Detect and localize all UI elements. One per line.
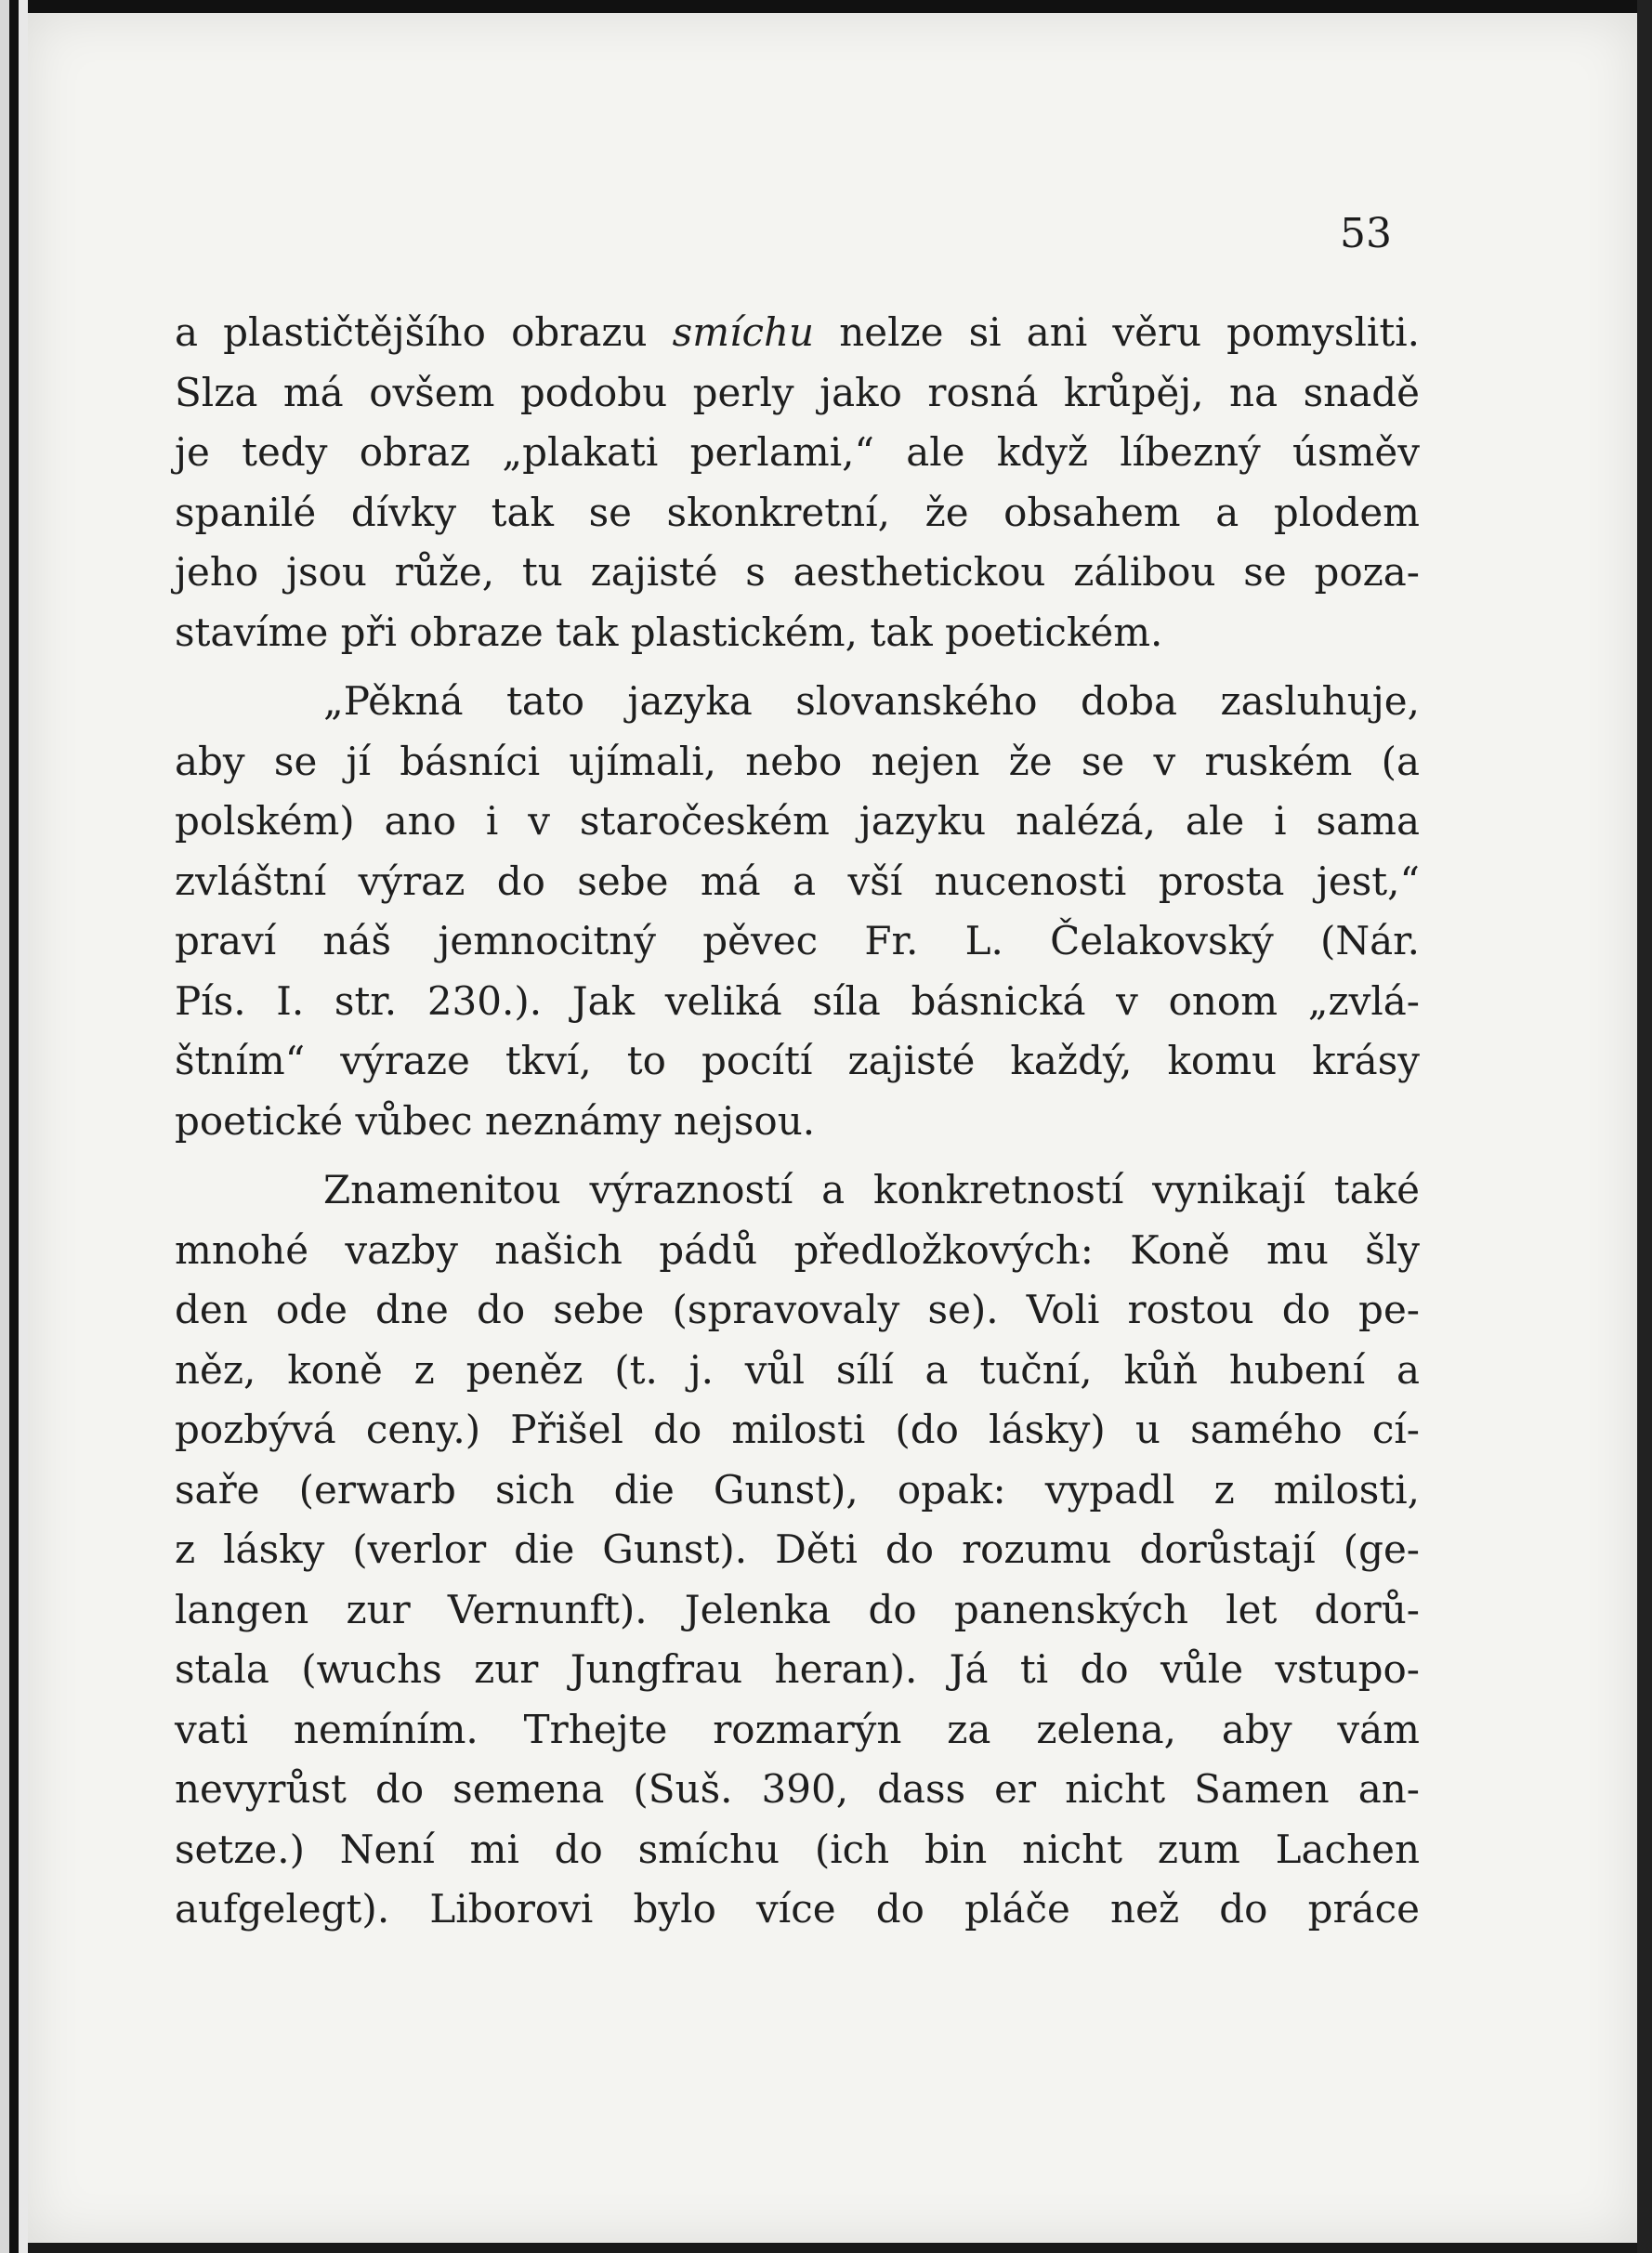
- text-line: saře (erwarb sich die Gunst), opak: vypadl z milosti,: [175, 1466, 1420, 1513]
- text-line: nevyrůst do semena (Suš. 390, dass er nicht Samen an-: [175, 1766, 1420, 1812]
- text-line: je tedy obraz „plakati perlami,“ ale když líbezný úsměv: [175, 429, 1420, 475]
- text-line: mnohé vazby našich pádů předložkových: Koně mu šly: [175, 1226, 1420, 1273]
- text-line: poetické vůbec neznámy nejsou.: [175, 1097, 816, 1144]
- text-line: setze.) Není mi do smíchu (ich bin nicht zum Lachen: [175, 1826, 1420, 1872]
- text-line: Pís. I. str. 230.). Jak veliká síla básnická v onom „zvlá-: [175, 977, 1420, 1024]
- page-number: 53: [1340, 210, 1392, 257]
- text-line: aufgelegt). Liborovi bylo více do pláče než do práce: [175, 1886, 1420, 1932]
- scan-top-border: [0, 0, 1652, 13]
- text-line: polském) ano i v staročeském jazyku nalézá, ale i sama: [175, 798, 1420, 844]
- text-line: zvláštní výraz do sebe má a vší nucenosti prosta jest,“: [175, 858, 1420, 904]
- body-text: [175, 303, 1420, 1940]
- text-line: langen zur Vernunft). Jelenka do panenských let dorů-: [175, 1586, 1420, 1632]
- text-line: den ode dne do sebe (spravovaly se). Voli rostou do pe-: [175, 1287, 1420, 1332]
- text-line: jeho jsou růže, tu zajisté s aesthetickou zálibou se poza-: [175, 549, 1420, 595]
- paragraph-1: [175, 303, 1420, 662]
- italic-word: smíchu: [672, 309, 815, 355]
- text-line: Slza má ovšem podobu perly jako rosná krůpěj, na snadě: [175, 369, 1420, 415]
- text-line: štním“ výraze tkví, to pocítí zajisté každý, komu krásy: [175, 1038, 1420, 1083]
- scan-right-border: [1637, 0, 1652, 2253]
- text-line: a plastičtějšího obrazu smíchu nelze si ani věru pomysliti.: [175, 309, 1420, 355]
- text-line: aby se jí básníci ujímali, nebo nejen že se v ruském (a: [175, 738, 1420, 784]
- paragraph-3: [175, 1160, 1420, 1940]
- text-line: něz, koně z peněz (t. j. vůl sílí a tuční, kůň hubení a: [175, 1346, 1420, 1393]
- text-line: vati nemíním. Trhejte rozmarýn za zelena, aby vám: [175, 1706, 1420, 1752]
- text-line: z lásky (verlor die Gunst). Děti do rozumu dorůstají (ge-: [175, 1526, 1420, 1572]
- text-line: „Pěkná tato jazyka slovanského doba zasluhuje,: [323, 678, 1420, 724]
- text-line: Znamenitou výrazností a konkretností vynikají také: [323, 1167, 1420, 1212]
- scan-left-border: [0, 0, 28, 2253]
- text-line: praví náš jemnocitný pěvec Fr. L. Čelakovský (Nár.: [175, 918, 1420, 963]
- text-line: stavíme při obraze tak plastickém, tak poetickém.: [175, 609, 1163, 655]
- book-page: [28, 13, 1637, 2243]
- paragraph-2: [175, 672, 1420, 1151]
- text-line: stala (wuchs zur Jungfrau heran). Já ti do vůle vstupo-: [175, 1646, 1420, 1692]
- text-line: pozbývá ceny.) Přišel do milosti (do lásky) u samého cí-: [175, 1407, 1420, 1452]
- text-line: spanilé dívky tak se skonkretní, že obsahem a plodem: [175, 489, 1420, 535]
